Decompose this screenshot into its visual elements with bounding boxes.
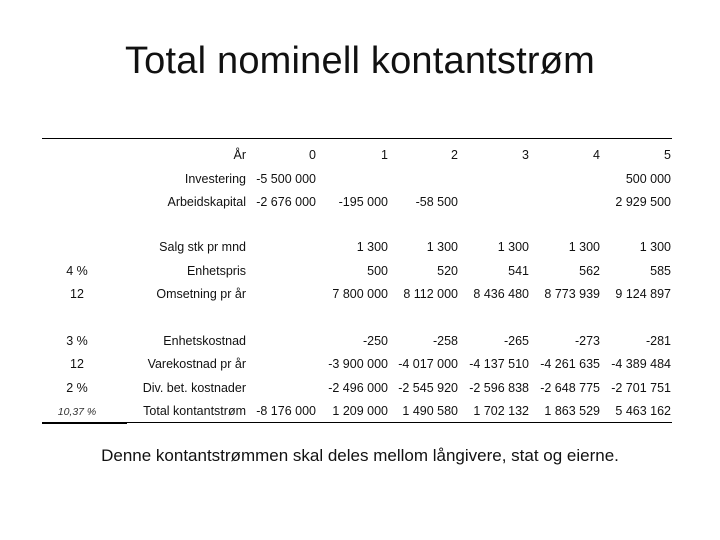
- cell-year-2: -258: [432, 334, 458, 348]
- cell-year-1: 1 209 000: [332, 404, 388, 418]
- cell-year-3: -265: [503, 334, 529, 348]
- table-header-row: [0, 148, 720, 166]
- cell-year-5: 2 929 500: [615, 195, 671, 209]
- cell-year-1: -3 900 000: [328, 357, 388, 371]
- cell-year-0: -5 500 000: [256, 172, 316, 186]
- table-row: [0, 381, 720, 399]
- growth-rate: 3 %: [66, 334, 88, 348]
- table-total-row: [0, 404, 720, 422]
- cell-year-4: 8 773 939: [544, 287, 600, 301]
- cell-year-5: 500 000: [625, 172, 671, 186]
- row-label: Total kontantstrøm: [143, 404, 246, 418]
- footnote-text: Denne kontantstrømmen skal deles mellom långivere, stat og eierne.: [101, 446, 619, 465]
- row-label: Salg stk pr mnd: [159, 240, 246, 254]
- year-header-label: År: [233, 148, 246, 162]
- year-5-header: 5: [664, 148, 671, 162]
- cell-year-2: -4 017 000: [398, 357, 458, 371]
- cell-year-2: 1 300: [426, 240, 458, 254]
- cell-year-4: -4 261 635: [540, 357, 600, 371]
- cell-year-1: 500: [367, 264, 388, 278]
- cell-year-3: 1 300: [497, 240, 529, 254]
- table-row: [0, 172, 720, 190]
- cell-year-1: -2 496 000: [328, 381, 388, 395]
- cell-year-1: 1 300: [356, 240, 388, 254]
- cell-year-5: 5 463 162: [615, 404, 671, 418]
- year-1-header: 1: [381, 148, 388, 162]
- cell-year-3: 541: [508, 264, 529, 278]
- year-2-header: 2: [451, 148, 458, 162]
- table-top-rule: [42, 138, 672, 139]
- row-label: Arbeidskapital: [167, 195, 246, 209]
- table-row: [0, 287, 720, 305]
- cell-year-3: -4 137 510: [469, 357, 529, 371]
- row-label: Enhetspris: [186, 264, 246, 278]
- months-count: 12: [70, 287, 84, 301]
- cell-year-1: 7 800 000: [332, 287, 388, 301]
- months-count: 12: [70, 357, 84, 371]
- cell-year-2: 8 112 000: [403, 287, 458, 301]
- row-label: Enhetskostnad: [163, 334, 246, 348]
- year-0-header: 0: [309, 148, 316, 162]
- cell-year-4: 1 300: [568, 240, 600, 254]
- cell-year-4: 562: [579, 264, 600, 278]
- table-row: [0, 264, 720, 282]
- cell-year-4: 1 863 529: [544, 404, 600, 418]
- growth-rate: 4 %: [66, 264, 88, 278]
- cell-year-3: -2 596 838: [469, 381, 529, 395]
- cell-year-4: -273: [574, 334, 600, 348]
- cell-year-1: -195 000: [338, 195, 388, 209]
- cell-year-0: -2 676 000: [256, 195, 316, 209]
- cell-year-1: -250: [362, 334, 388, 348]
- cell-year-4: -2 648 775: [540, 381, 600, 395]
- cell-year-2: 520: [437, 264, 458, 278]
- row-label: Div. bet. kostnader: [142, 381, 246, 395]
- cell-year-5: -281: [645, 334, 671, 348]
- row-label: Varekostnad pr år: [147, 357, 246, 371]
- cell-year-5: -4 389 484: [611, 357, 671, 371]
- cell-year-5: 1 300: [639, 240, 671, 254]
- table-row: [0, 357, 720, 375]
- row-label: Omsetning pr år: [156, 287, 246, 301]
- year-3-header: 3: [522, 148, 529, 162]
- cell-year-3: 1 702 132: [473, 404, 529, 418]
- year-4-header: 4: [593, 148, 600, 162]
- growth-rate: 2 %: [66, 381, 88, 395]
- cell-year-2: -2 545 920: [398, 381, 458, 395]
- cell-year-5: 585: [650, 264, 671, 278]
- table-row: [0, 195, 720, 213]
- cell-year-0: -8 176 000: [256, 404, 316, 418]
- cell-year-3: 8 436 480: [473, 287, 529, 301]
- table-bottom-rule: [42, 422, 672, 423]
- cell-year-5: -2 701 751: [611, 381, 671, 395]
- discount-rate: 10,37 %: [57, 406, 97, 418]
- discount-rate-underline: [42, 423, 127, 424]
- slide-title: Total nominell kontantstrøm: [124, 40, 596, 82]
- row-label: Investering: [184, 172, 246, 186]
- cell-year-2: 1 490 580: [402, 404, 458, 418]
- cell-year-5: 9 124 897: [615, 287, 671, 301]
- table-row: [0, 334, 720, 352]
- table-row: [0, 240, 720, 258]
- cell-year-2: -58 500: [415, 195, 458, 209]
